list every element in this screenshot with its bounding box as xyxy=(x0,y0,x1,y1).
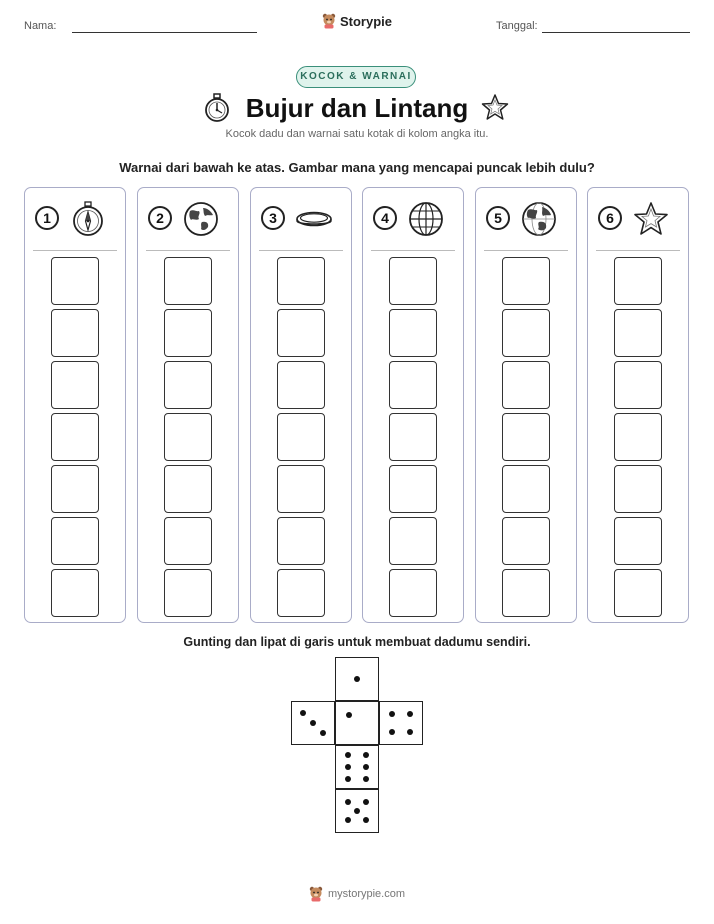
color-cell[interactable] xyxy=(502,361,550,409)
category-badge: KOCOK & WARNAI xyxy=(296,66,416,88)
color-cell[interactable] xyxy=(51,413,99,461)
star-icon xyxy=(480,92,510,122)
pip xyxy=(345,776,351,782)
pip xyxy=(363,752,369,758)
color-cell[interactable] xyxy=(389,257,437,305)
pip xyxy=(407,711,413,717)
color-cell[interactable] xyxy=(614,465,662,513)
color-cell[interactable] xyxy=(51,257,99,305)
page-title: Bujur dan Lintang xyxy=(245,93,469,123)
name-label: Nama: xyxy=(24,20,57,32)
color-cell[interactable] xyxy=(389,517,437,565)
color-cell[interactable] xyxy=(277,257,325,305)
pip xyxy=(310,720,316,726)
color-cell[interactable] xyxy=(277,517,325,565)
color-cell[interactable] xyxy=(51,569,99,617)
color-cell[interactable] xyxy=(502,569,550,617)
pip xyxy=(363,799,369,805)
color-cell[interactable] xyxy=(51,361,99,409)
pip xyxy=(389,711,395,717)
color-cell[interactable] xyxy=(502,257,550,305)
pip xyxy=(346,712,352,718)
color-cell[interactable] xyxy=(502,517,550,565)
color-cell[interactable] xyxy=(164,413,212,461)
dice-face-right xyxy=(379,701,423,745)
dice-face-top xyxy=(335,657,379,701)
color-cell[interactable] xyxy=(277,361,325,409)
globe-icon xyxy=(182,200,220,238)
color-cell[interactable] xyxy=(164,361,212,409)
color-cell[interactable] xyxy=(277,309,325,357)
column-4 xyxy=(362,187,464,623)
date-label: Tanggal: xyxy=(496,20,538,32)
pip xyxy=(345,799,351,805)
pip xyxy=(345,764,351,770)
column-number: 4 xyxy=(373,206,397,230)
column-number: 6 xyxy=(598,206,622,230)
color-cell[interactable] xyxy=(614,413,662,461)
pip xyxy=(320,730,326,736)
brand xyxy=(0,13,714,34)
pip xyxy=(389,729,395,735)
color-cell[interactable] xyxy=(164,309,212,357)
color-cell[interactable] xyxy=(389,309,437,357)
color-cell[interactable] xyxy=(389,361,437,409)
pip xyxy=(354,808,360,814)
bear-logo-icon xyxy=(322,13,336,29)
footer xyxy=(0,886,714,905)
column-number: 3 xyxy=(261,206,285,230)
color-cell[interactable] xyxy=(502,413,550,461)
footer-url: mystorypie.com xyxy=(327,888,406,900)
color-cell[interactable] xyxy=(164,517,212,565)
column-number: 1 xyxy=(35,206,59,230)
grid-globe-icon xyxy=(407,200,445,238)
color-cell[interactable] xyxy=(51,517,99,565)
date-line xyxy=(542,32,690,33)
pip xyxy=(363,764,369,770)
color-cell[interactable] xyxy=(389,465,437,513)
star-icon xyxy=(632,200,670,238)
dice-face-lower xyxy=(335,745,379,789)
dice-face-bottom xyxy=(335,789,379,833)
color-cell[interactable] xyxy=(614,309,662,357)
pip xyxy=(363,776,369,782)
pip xyxy=(345,817,351,823)
color-cell[interactable] xyxy=(614,257,662,305)
color-cell[interactable] xyxy=(614,361,662,409)
color-cell[interactable] xyxy=(164,257,212,305)
color-cell[interactable] xyxy=(277,465,325,513)
color-cell[interactable] xyxy=(502,465,550,513)
column-2 xyxy=(137,187,239,623)
column-1 xyxy=(24,187,126,623)
page-subtitle: Kocok dadu dan warnai satu kotak di kolom angka itu. xyxy=(225,128,489,140)
globe-icon xyxy=(520,200,558,238)
color-cell[interactable] xyxy=(389,569,437,617)
cut-instruction: Gunting dan lipat di garis untuk membuat dadumu sendiri. xyxy=(183,635,531,649)
brand-name: Storypie xyxy=(339,13,392,29)
column-6 xyxy=(587,187,689,623)
color-cell[interactable] xyxy=(51,465,99,513)
color-cell[interactable] xyxy=(502,309,550,357)
column-number: 5 xyxy=(486,206,510,230)
column-number: 2 xyxy=(148,206,172,230)
pip xyxy=(345,752,351,758)
pip xyxy=(300,710,306,716)
pip xyxy=(363,817,369,823)
color-cell[interactable] xyxy=(164,569,212,617)
color-cell[interactable] xyxy=(277,569,325,617)
column-3 xyxy=(250,187,352,623)
color-cell[interactable] xyxy=(164,465,212,513)
color-cell[interactable] xyxy=(389,413,437,461)
bear-logo-icon xyxy=(309,886,323,902)
pip xyxy=(354,676,360,682)
ring-icon xyxy=(295,200,333,238)
color-cell[interactable] xyxy=(614,569,662,617)
color-cell[interactable] xyxy=(614,517,662,565)
color-cell[interactable] xyxy=(51,309,99,357)
column-5 xyxy=(475,187,577,623)
compass-icon xyxy=(69,200,107,238)
color-cell[interactable] xyxy=(277,413,325,461)
pip xyxy=(407,729,413,735)
dice-face-center xyxy=(335,701,379,745)
dice-face-left xyxy=(291,701,335,745)
instruction-text: Warnai dari bawah ke atas. Gambar mana yang mencapai puncak lebih dulu? xyxy=(119,160,595,175)
